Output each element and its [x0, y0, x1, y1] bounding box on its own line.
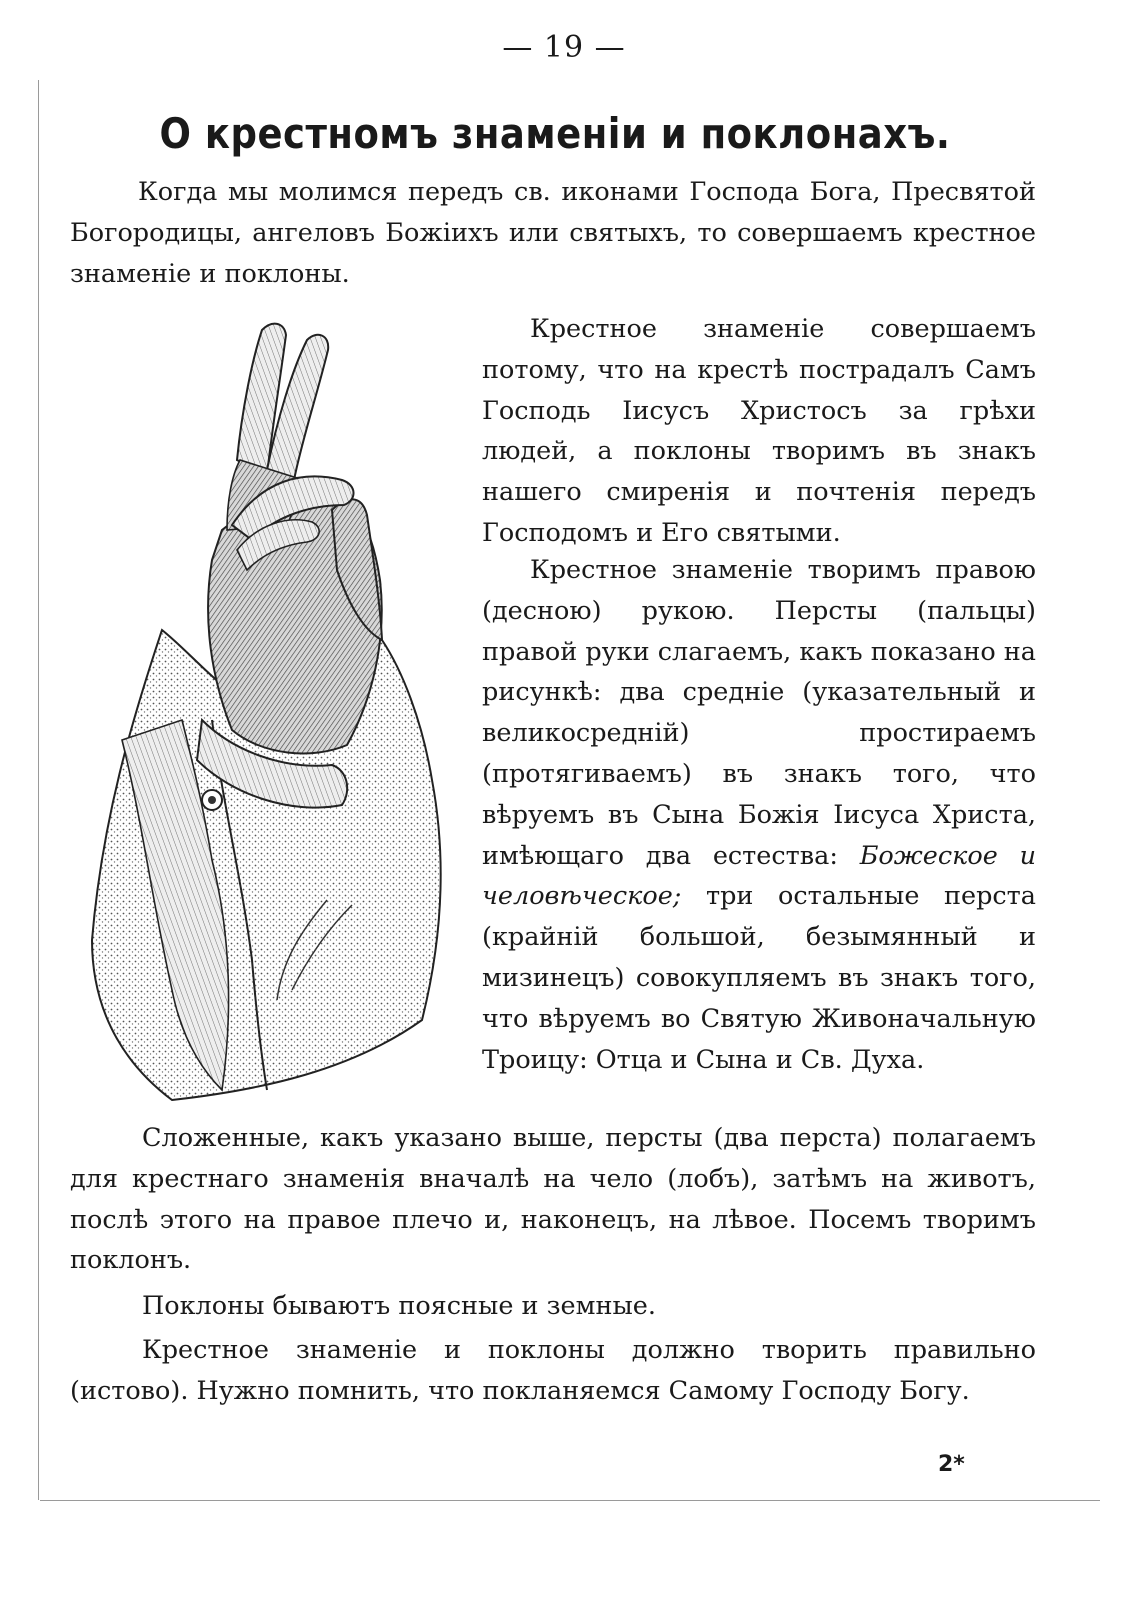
paragraph-kinds: Поклоны бываютъ поясные и земные.	[142, 1291, 656, 1321]
paragraph-why: Крестное знаменіе совершаемъ потому, что на крестѣ пострадалъ Самъ Господь Іисусъ Христосъ за грѣхи людей, а поклоны творимъ въ знакъ нашего смиренія и почтенія передъ Господомъ и Его святыми.	[482, 314, 1036, 548]
page-border-bottom	[40, 1500, 1100, 1501]
page-title: О крестномъ знаменіи и поклонахъ.	[159, 110, 951, 159]
paragraph-how-text-1: Крестное знаменіе творимъ правою (десною) рукою. Персты (пальцы) правой руки слагаемъ, какъ показано на рисункѣ: два средніе (указательный и великосредній) простираемъ (протягиваемъ) въ знакъ того, что вѣруемъ въ Сына Божія Іисуса Христа, имѣющаго два естества:	[482, 555, 1036, 871]
paragraph-intro: Когда мы молимся передъ св. иконами Господа Бога, Пресвятой Богородицы, ангеловъ Божіихъ или святыхъ, то совершаемъ крестное знаменіе и поклоны.	[70, 177, 1036, 289]
paragraph-order: Сложенные, какъ указано выше, персты (два перста) полагаемъ для крестнаго знаменія вначалѣ на чело (лобъ), затѣмъ на животъ, послѣ этого на правое плечо и, наконецъ, на лѣвое. Посемъ творимъ поклонъ.	[70, 1123, 1036, 1276]
signature-mark: 2*	[938, 1452, 965, 1477]
paragraph-how-text-2: три остальные перста (крайній большой, безымянный и мизинецъ) совокупляемъ въ знакъ того, что вѣруемъ во Святую Живоначальную Троицу: Отца и Сына и Св. Духа.	[482, 881, 1036, 1075]
paragraph-proper: Крестное знаменіе и поклоны должно творить правильно (истово). Нужно помнить, что покланяемся Самому Господу Богу.	[70, 1335, 1036, 1406]
page-border-left	[38, 80, 39, 1500]
paragraph-how	[482, 550, 1036, 1080]
blessing-hand-icon	[62, 300, 462, 1110]
paragraph-how-emphasis: Божеское и человѣческое;	[482, 840, 1036, 912]
page-number: — 19 —	[502, 30, 626, 65]
